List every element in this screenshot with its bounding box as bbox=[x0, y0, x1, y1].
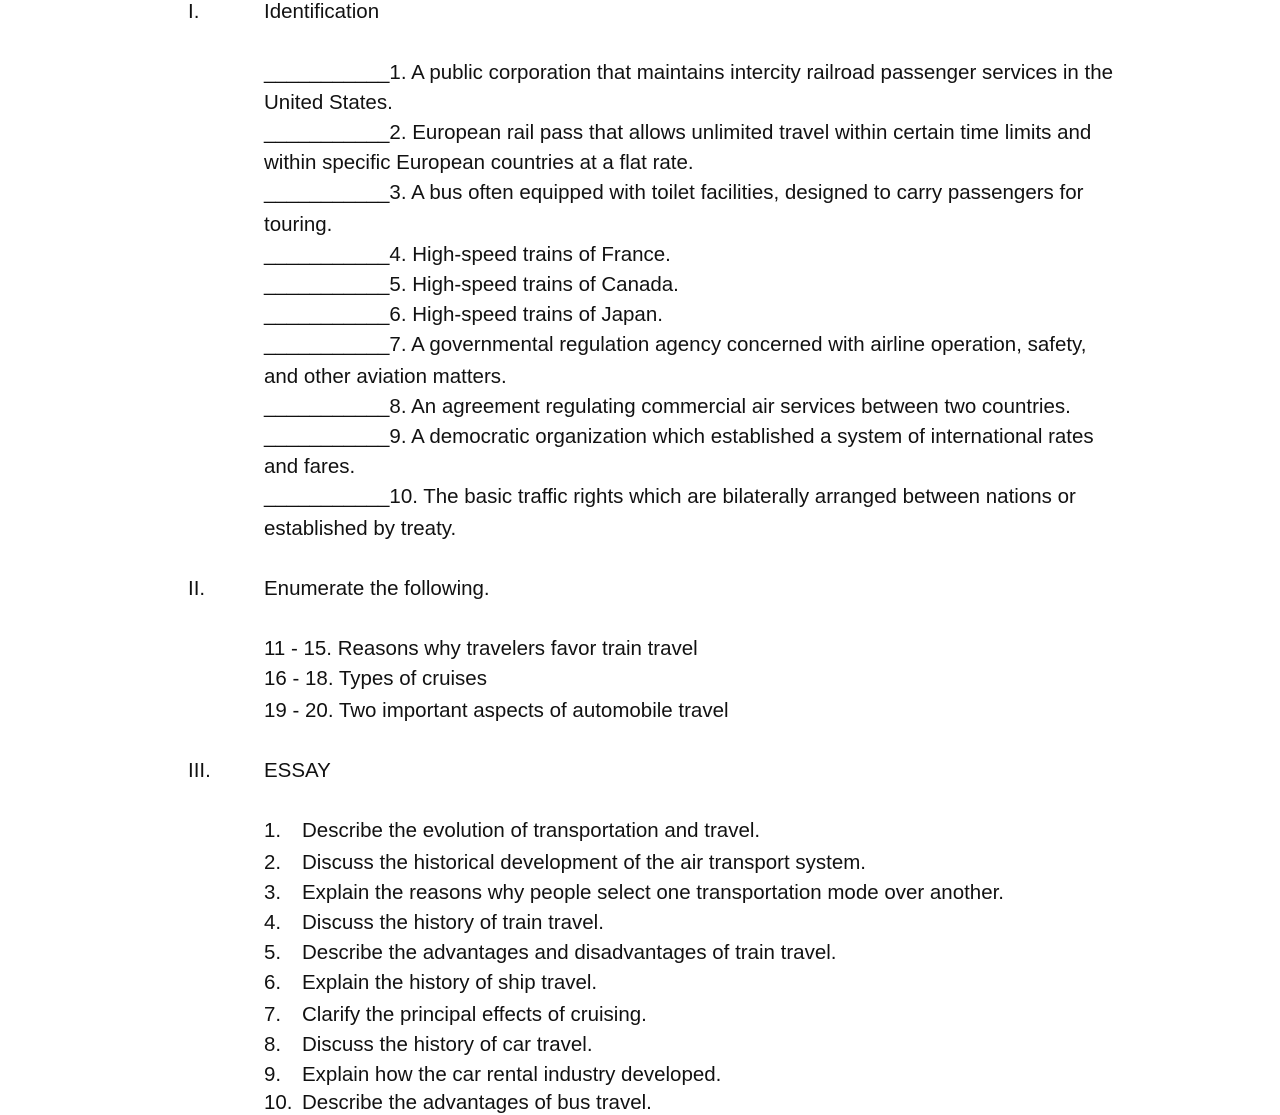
id-item-9-line-1: ___________9. A democratic organization which established a system of international rates bbox=[264, 425, 1094, 448]
essay-item-1-text: Describe the evolution of transportation and travel. bbox=[302, 819, 761, 842]
section-2-heading: Enumerate the following. bbox=[264, 577, 490, 600]
essay-item-10-number: 10. bbox=[264, 1091, 293, 1114]
enum-item-3: 19 - 20. Two important aspects of automobile travel bbox=[264, 699, 729, 722]
section-1-heading: Identification bbox=[264, 0, 380, 23]
answer-blank: ___________ bbox=[264, 303, 390, 326]
essay-item-3-text: Explain the reasons why people select one transportation mode over another. bbox=[302, 881, 1004, 904]
id-item-8: ___________8. An agreement regulating commercial air services between two countries. bbox=[264, 395, 1071, 418]
essay-item-6-number: 6. bbox=[264, 971, 282, 994]
essay-item-2-number: 2. bbox=[264, 851, 282, 874]
answer-blank: ___________ bbox=[264, 243, 390, 266]
essay-item-6-text: Explain the history of ship travel. bbox=[302, 971, 598, 994]
answer-blank: ___________ bbox=[264, 121, 390, 144]
id-item-2-line-2: within specific European countries at a flat rate. bbox=[264, 151, 694, 174]
essay-item-5-number: 5. bbox=[264, 941, 282, 964]
section-2-numeral: II. bbox=[188, 577, 206, 600]
answer-blank: ___________ bbox=[264, 61, 390, 84]
id-item-7-line-1: ___________7. A governmental regulation agency concerned with airline operation, safety, bbox=[264, 333, 1087, 356]
essay-item-10-text: Describe the advantages of bus travel. bbox=[302, 1091, 652, 1114]
id-item-3-line-1: ___________3. A bus often equipped with toilet facilities, designed to carry passengers for bbox=[264, 181, 1084, 204]
answer-blank: ___________ bbox=[264, 181, 390, 204]
id-item-4: ___________4. High-speed trains of France. bbox=[264, 243, 671, 266]
section-1-numeral: I. bbox=[188, 0, 200, 23]
answer-blank: ___________ bbox=[264, 395, 390, 418]
essay-item-7-text: Clarify the principal effects of cruising. bbox=[302, 1003, 647, 1026]
id-item-5: ___________5. High-speed trains of Canada. bbox=[264, 273, 679, 296]
id-item-6: ___________6. High-speed trains of Japan. bbox=[264, 303, 663, 326]
essay-item-8-number: 8. bbox=[264, 1033, 282, 1056]
answer-blank: ___________ bbox=[264, 273, 390, 296]
enum-item-2: 16 - 18. Types of cruises bbox=[264, 667, 487, 690]
essay-item-4-text: Discuss the history of train travel. bbox=[302, 911, 604, 934]
id-item-1-line-2: United States. bbox=[264, 91, 393, 114]
essay-item-9-text: Explain how the car rental industry developed. bbox=[302, 1063, 722, 1086]
id-item-2-line-1: ___________2. European rail pass that allows unlimited travel within certain time limits and bbox=[264, 121, 1092, 144]
essay-item-3-number: 3. bbox=[264, 881, 282, 904]
essay-item-1-number: 1. bbox=[264, 819, 282, 842]
section-3-heading: ESSAY bbox=[264, 759, 331, 782]
id-item-10-line-1: ___________10. The basic traffic rights which are bilaterally arranged between nations or bbox=[264, 485, 1076, 508]
essay-item-9-number: 9. bbox=[264, 1063, 282, 1086]
essay-item-5-text: Describe the advantages and disadvantages of train travel. bbox=[302, 941, 837, 964]
essay-item-7-number: 7. bbox=[264, 1003, 282, 1026]
id-item-1-line-1: ___________1. A public corporation that maintains intercity railroad passenger services in the bbox=[264, 61, 1113, 84]
id-item-3-line-2: touring. bbox=[264, 213, 333, 236]
answer-blank: ___________ bbox=[264, 485, 390, 508]
enum-item-1: 11 - 15. Reasons why travelers favor train travel bbox=[264, 637, 698, 660]
essay-item-4-number: 4. bbox=[264, 911, 282, 934]
id-item-7-line-2: and other aviation matters. bbox=[264, 365, 507, 388]
answer-blank: ___________ bbox=[264, 425, 390, 448]
answer-blank: ___________ bbox=[264, 333, 390, 356]
section-3-numeral: III. bbox=[188, 759, 211, 782]
id-item-10-line-2: established by treaty. bbox=[264, 517, 457, 540]
essay-item-8-text: Discuss the history of car travel. bbox=[302, 1033, 593, 1056]
id-item-9-line-2: and fares. bbox=[264, 455, 356, 478]
essay-item-2-text: Discuss the historical development of the air transport system. bbox=[302, 851, 866, 874]
